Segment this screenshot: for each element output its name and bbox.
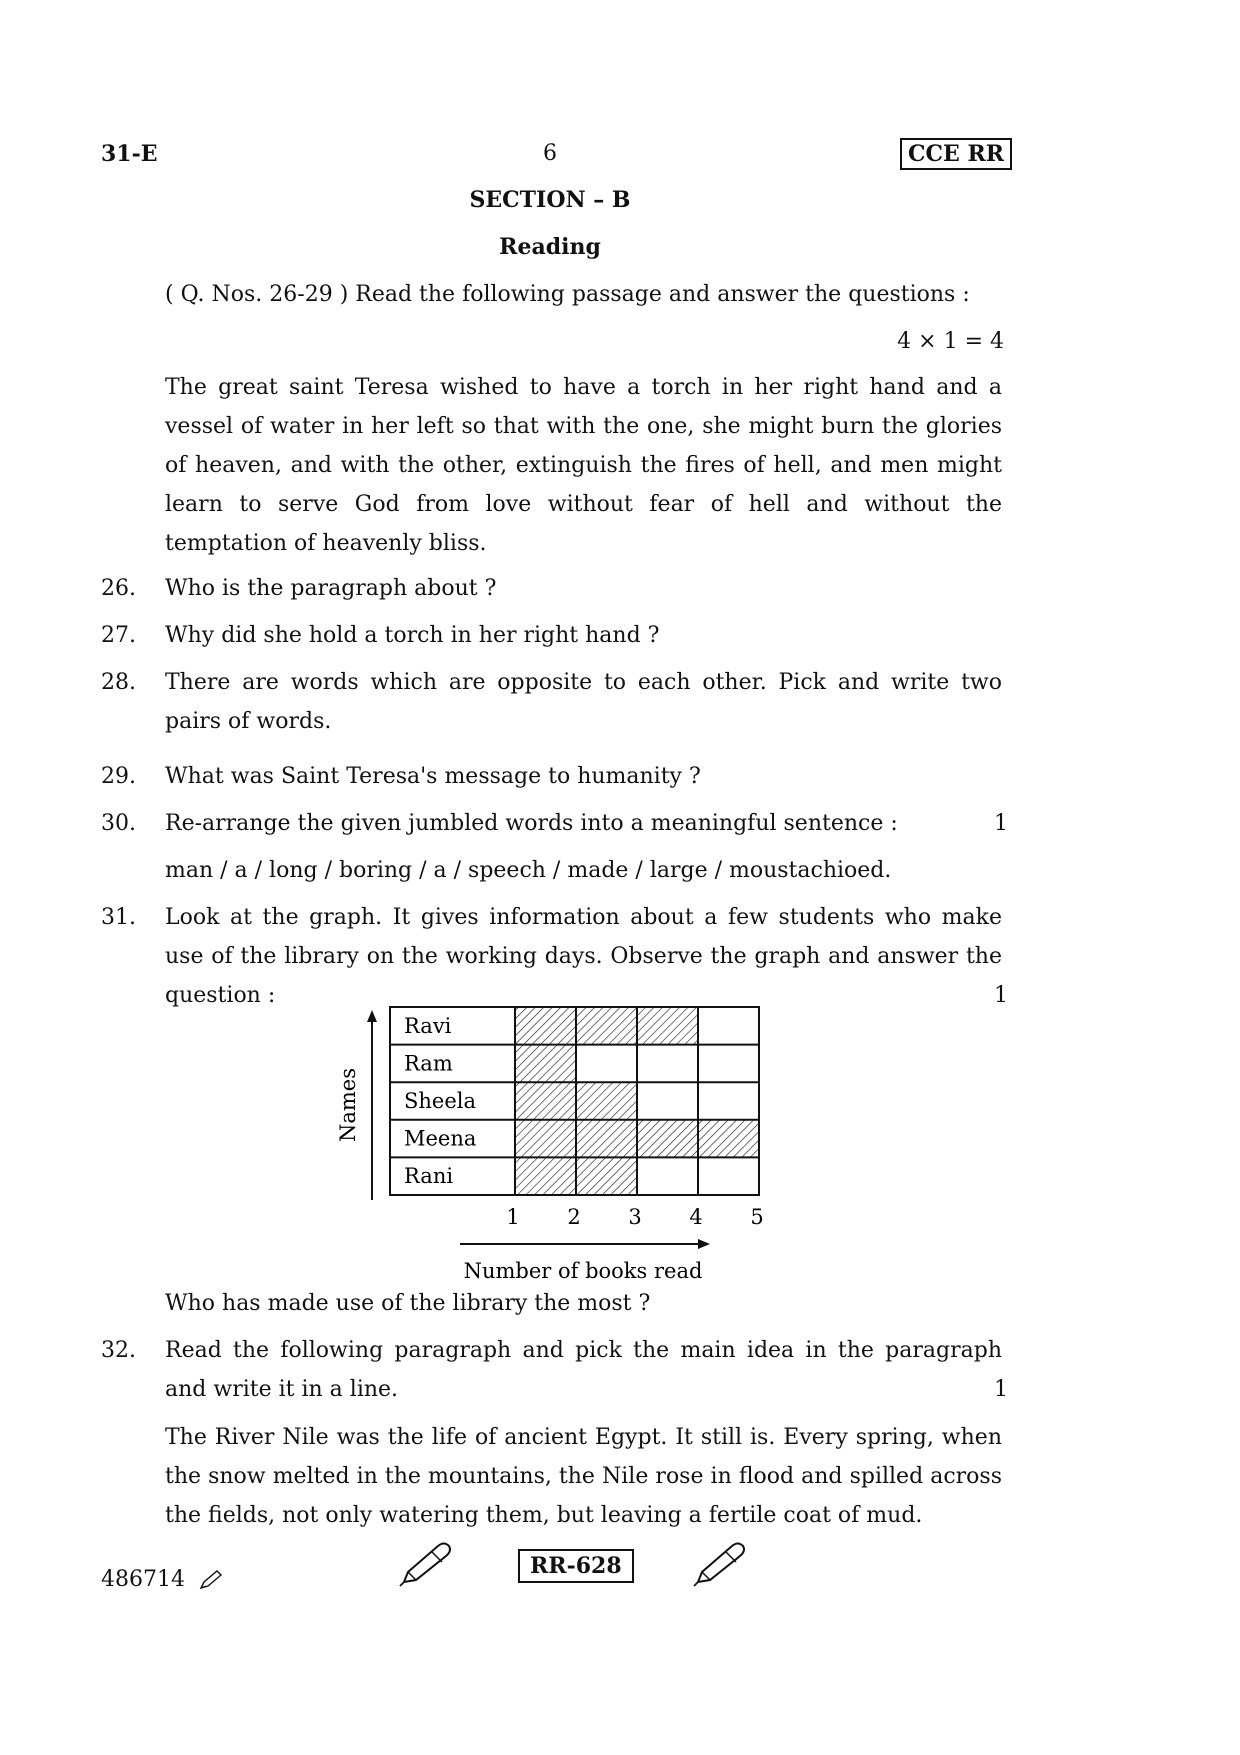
question-number: 31. bbox=[101, 905, 136, 930]
pencil-icon bbox=[198, 1568, 224, 1592]
bar-cell bbox=[576, 1082, 637, 1120]
page-number: 6 bbox=[543, 141, 557, 166]
x-axis-label: Number of books read bbox=[463, 1259, 703, 1283]
question-text: There are words which are opposite to each other. Pick and write two pairs of words. bbox=[165, 670, 1002, 734]
question-number: 27. bbox=[101, 623, 136, 648]
section-title: SECTION – B bbox=[469, 187, 631, 213]
question-number: 32. bbox=[101, 1338, 136, 1363]
question-text: Re-arrange the given jumbled words into a meaningful sentence : bbox=[165, 811, 898, 836]
category-label: Ravi bbox=[404, 1013, 452, 1038]
question-marks: 1 bbox=[994, 983, 1008, 1008]
bar-cell bbox=[698, 1120, 759, 1158]
passage: The great saint Teresa wished to have a torch in her right hand and a vessel of water in her left so that with the one, she might burn the glories of heaven, and with the other, extinguish the fires of hell, and men might learn to serve God from love without fear of hell and without the temptation of heavenly bliss. bbox=[165, 375, 1002, 556]
bar-cell bbox=[515, 1045, 576, 1083]
question-number: 26. bbox=[101, 576, 136, 601]
series-code: CCE RR bbox=[900, 138, 1012, 170]
question-text: What was Saint Teresa's message to humanity ? bbox=[165, 764, 701, 789]
x-tick-label: 5 bbox=[750, 1205, 764, 1229]
x-tick-label: 1 bbox=[506, 1205, 520, 1229]
booklet-code: RR-628 bbox=[518, 1549, 634, 1583]
question-text: Look at the graph. It gives information about a few students who make use of the library on the working days. Observe the graph and answer the question : bbox=[165, 905, 1002, 1008]
instructions-marks: 4 × 1 = 4 bbox=[897, 329, 1004, 354]
category-label: Meena bbox=[404, 1126, 477, 1151]
question-marks: 1 bbox=[994, 1377, 1008, 1402]
bar-cell bbox=[576, 1157, 637, 1195]
booklet-code-box bbox=[518, 1549, 634, 1583]
nile-paragraph: The River Nile was the life of ancient Egypt. It still is. Every spring, when the snow melted in the mountains, the Nile rose in flood and spilled across the fields, not only watering them, but leaving a fertile coat of mud. bbox=[165, 1425, 1002, 1528]
jumbled-words: man / a / long / boring / a / speech / made / large / moustachioed. bbox=[165, 858, 892, 883]
question-text: Who is the paragraph about ? bbox=[165, 576, 497, 601]
instructions: ( Q. Nos. 26-29 ) Read the following passage and answer the questions : bbox=[165, 282, 970, 307]
x-tick-label: 4 bbox=[689, 1205, 703, 1229]
question-number: 30. bbox=[101, 811, 136, 836]
category-label: Sheela bbox=[404, 1089, 477, 1113]
bar-cell bbox=[576, 1120, 637, 1158]
y-axis-arrowhead bbox=[367, 1010, 377, 1022]
bar-cell bbox=[515, 1120, 576, 1158]
bar-cell bbox=[637, 1007, 698, 1045]
bar-cell bbox=[576, 1007, 637, 1045]
question-text: Why did she hold a torch in her right hand ? bbox=[165, 623, 660, 648]
category-label: Rani bbox=[404, 1164, 454, 1189]
x-tick-label: 2 bbox=[567, 1205, 581, 1229]
x-tick-label: 3 bbox=[628, 1205, 642, 1229]
category-label: Ram bbox=[404, 1051, 453, 1076]
section-subtitle: Reading bbox=[499, 234, 601, 260]
bar-cell bbox=[515, 1157, 576, 1195]
library-usage-chart bbox=[330, 1000, 790, 1290]
footer-code: 486714 bbox=[101, 1567, 185, 1592]
question-number: 28. bbox=[101, 670, 136, 695]
pen-icon bbox=[398, 1538, 458, 1588]
question-followup: Who has made use of the library the most ? bbox=[165, 1291, 651, 1316]
question-marks: 1 bbox=[994, 811, 1008, 836]
paper-code: 31-E bbox=[101, 141, 158, 167]
bar-cell bbox=[515, 1007, 576, 1045]
question-text: Read the following paragraph and pick the main idea in the paragraph and write it in a line. bbox=[165, 1338, 1002, 1402]
question-number: 29. bbox=[101, 764, 136, 789]
y-axis-label: Names bbox=[336, 1067, 360, 1143]
bar-cell bbox=[515, 1082, 576, 1120]
series-code-box bbox=[900, 138, 1012, 170]
bar-cell bbox=[637, 1120, 698, 1158]
pen-icon bbox=[692, 1538, 752, 1588]
x-axis-arrowhead bbox=[698, 1239, 710, 1249]
